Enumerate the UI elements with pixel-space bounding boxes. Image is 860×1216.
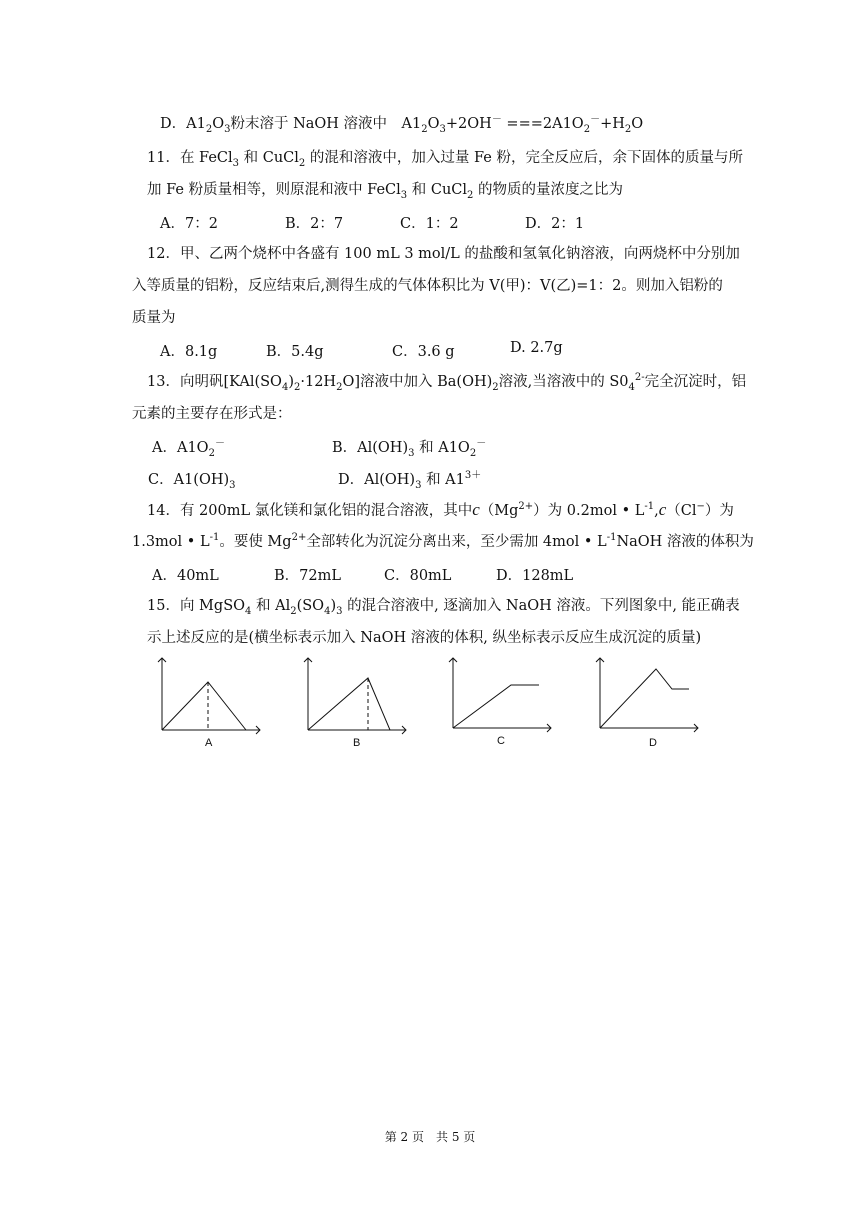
q14-option-b: B．72mL [274, 568, 341, 584]
curve [600, 669, 689, 728]
q11-stem-line2: 加 Fe 粉质量相等，则原混和液中 FeCl$_3$ 和 CuCl$_2$ 的物质的量浓度之比为 [147, 182, 624, 201]
q11-option-c: C．1：2 [400, 216, 459, 232]
curve [162, 682, 246, 730]
q13-stem-line1: 13．向明矾$[KAl(SO_4)_2\cdot 12H_2O]$溶液中加入 $Ba(OH)_2$溶液,当溶液中的 $S0_4^{2-}$完全沉淀时，铝 [147, 372, 747, 393]
curve [453, 685, 539, 728]
q15-stem-line1: 15．向 MgSO$_4$ 和 $Al_2(SO_4)_3$ 的混合溶液中, 逐滴加入 NaOH 溶液。下列图象中, 能正确表 [147, 598, 740, 617]
q14-option-d: D．128mL [496, 568, 574, 584]
q12-stem-line1: 12．甲、乙两个烧杯中各盛有 100 mL 3 mol/L 的盐酸和氢氧化钠溶液，向两烧杯中分别加 [147, 246, 740, 262]
q14-option-a: A．40mL [152, 568, 219, 584]
graph-label-b: B [353, 737, 361, 749]
q14-option-c: C．80mL [384, 568, 452, 584]
q12-option-a: A．8.1g [160, 344, 218, 360]
graph-label-d: D [649, 737, 657, 749]
q13-option-a: A．$A1O_2^-$ [152, 438, 225, 459]
page-footer: 第 2 页 共 5 页 [384, 1130, 476, 1144]
graph-label-c: C [497, 735, 505, 747]
q12-stem-line2: 入等质量的铝粉，反应结束后,测得生成的气体体积比为 V(甲)：V(乙)=1：2。则加入铝粉的 [132, 278, 723, 294]
q15-stem-line2: 示上述反应的是(横坐标表示加入 NaOH 溶液的体积, 纵坐标表示反应生成沉淀的质量) [147, 630, 702, 646]
q12-option-c: C．3.6 g [392, 344, 455, 360]
q15-graph-d [590, 655, 710, 750]
q12-stem-line3: 质量为 [132, 310, 176, 326]
q14-stem-line1: 14．有 200mL 氯化镁和氯化铝的混合溶液，其中$c(Mg^{2+})$为 0.2mol • $L^{-1},c(Cl^-)$为 [147, 500, 734, 519]
q10-option-d: D．$A1_2O_3$粉末溶于 NaOH 溶液中 $A1_2O_3+2OH^- ===2A1O_2^-+H_2O$ [160, 114, 644, 135]
curve [308, 678, 390, 730]
q15-graph-a [150, 655, 270, 750]
q13-option-b: B．$Al(OH)_3$ 和 $A1O_2^-$ [332, 438, 487, 459]
graph-label-a: A [205, 737, 213, 749]
q15-graph-c [443, 655, 563, 750]
q12-option-d: D. 2.7g [510, 340, 563, 356]
q11-option-a: A．7：2 [160, 216, 218, 232]
q13-stem-line2: 元素的主要存在形式是： [132, 406, 292, 422]
q11-option-d: D．2：1 [525, 216, 585, 232]
q12-option-b: B．5.4g [266, 344, 324, 360]
q13-option-c: C．$A1(OH)_3$ [148, 472, 236, 491]
q11-stem-line1: 11．在 FeCl$_3$ 和 CuCl$_2$ 的混和溶液中，加入过量 Fe 粉，完全反应后，余下固体的质量与所 [147, 150, 743, 169]
q11-option-b: B．2：7 [285, 216, 344, 232]
q14-stem-line2: 1.3mol • $L^{-1}$。要使 $Mg^{2+}$全部转化为沉淀分离出来，至少需加 4mol • $L^{-1}NaOH$ 溶液的体积为 [132, 532, 754, 550]
q13-option-d: D．$Al(OH)_3$ 和 $A1^{3+}$ [338, 470, 482, 491]
q15-graph-b [296, 655, 416, 750]
